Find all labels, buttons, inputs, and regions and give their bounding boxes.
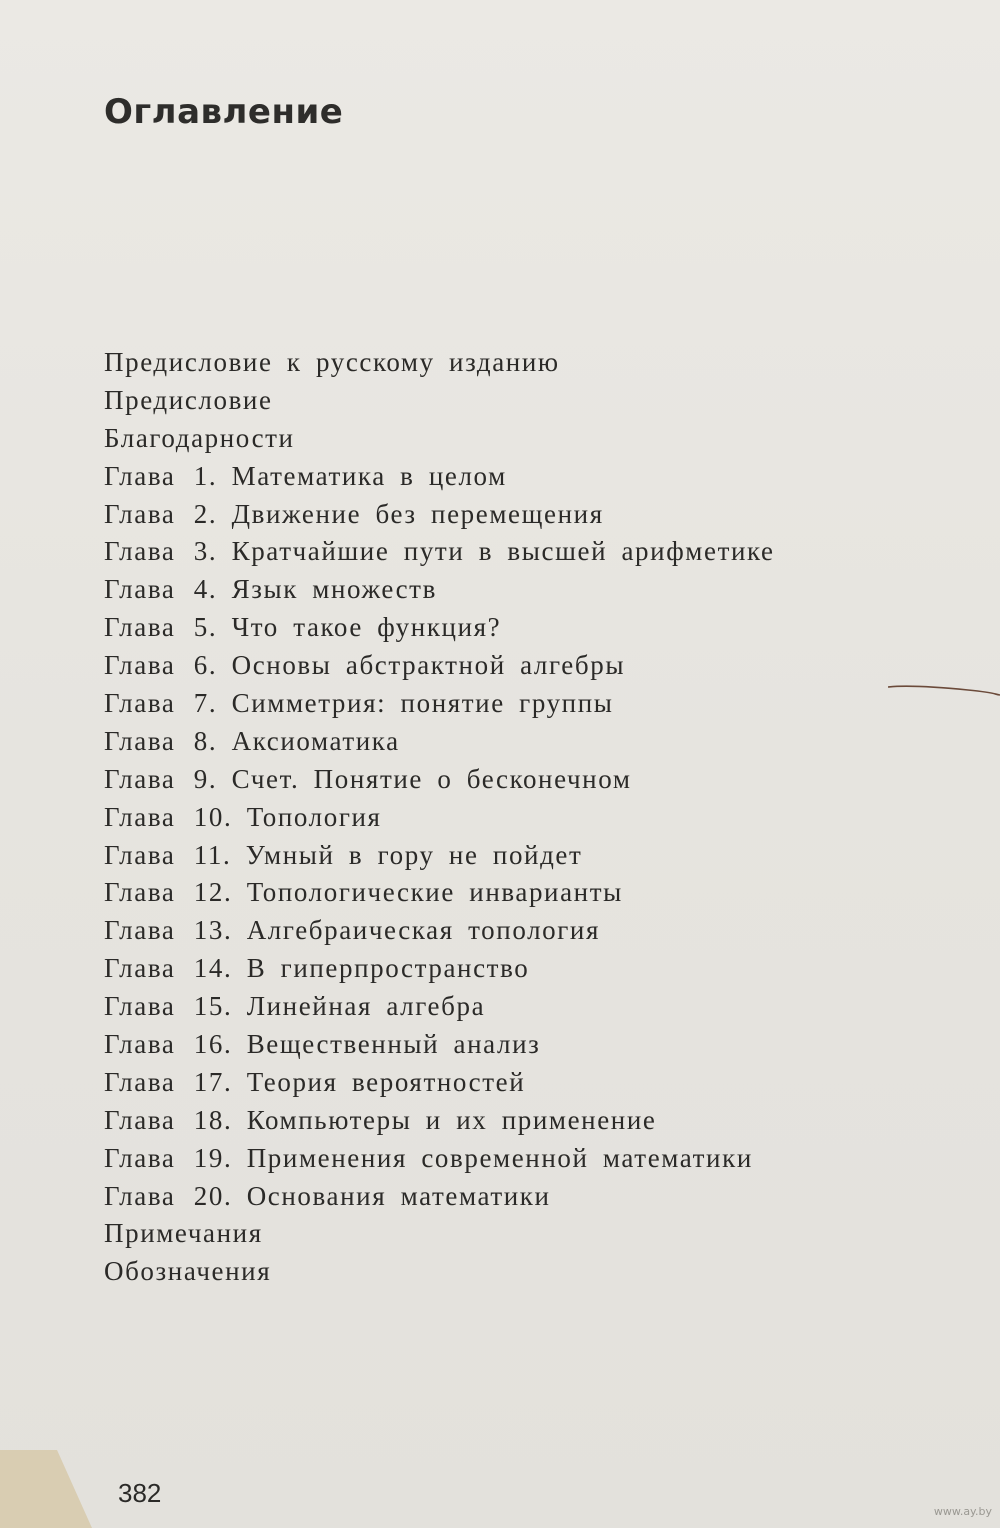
toc-entry [104, 344, 964, 382]
toc-entry [104, 874, 964, 912]
page-number: 382 [118, 1478, 162, 1508]
toc-entry [104, 761, 964, 799]
toc-chapter-number: 11. [193, 839, 232, 870]
toc-chapter-title: Линейная алгебра [246, 991, 486, 1022]
toc-chapter-number: 13. [193, 915, 233, 946]
toc-chapter-title: В гиперпространство [246, 953, 530, 984]
paper-scrap [0, 1450, 92, 1528]
toc-entry [104, 912, 964, 950]
toc-chapter-title: Применения современной математики [246, 1142, 753, 1173]
toc-chapter-title: Симметрия: понятие группы [231, 688, 614, 719]
watermark: www.ay.by [933, 1505, 992, 1518]
toc-entry-label: Глава [104, 612, 176, 643]
toc-entry-label: Глава [104, 1066, 176, 1097]
toc-entry-label: Глава [104, 991, 176, 1022]
toc-chapter-title: Вещественный анализ [246, 1029, 541, 1060]
toc-entry [104, 950, 964, 988]
toc-entry [104, 837, 964, 875]
toc-entry [104, 1102, 964, 1140]
toc-entry [104, 533, 964, 571]
toc-chapter-number: 8. [193, 725, 218, 756]
toc-entry [104, 1215, 964, 1253]
toc-entry-label: Глава [104, 1029, 176, 1060]
toc-chapter-number: 15. [193, 991, 233, 1022]
toc-chapter-title: Алгебраическая топология [246, 915, 600, 946]
page-title: Оглавление [104, 92, 344, 132]
toc-chapter-title: Кратчайшие пути в высшей арифметике [231, 536, 775, 567]
toc-chapter-number: 12. [193, 877, 233, 908]
toc-entry-label: Глава [104, 725, 176, 756]
toc-chapter-number: 14. [193, 953, 233, 984]
toc-chapter-number: 1. [193, 460, 218, 491]
toc-chapter-title: Движение без перемещения [231, 498, 604, 529]
toc-entry [104, 685, 964, 723]
toc-entry-label: Глава [104, 839, 176, 870]
toc-chapter-title: Основания математики [246, 1180, 551, 1211]
toc-entry [104, 609, 964, 647]
toc-entry [104, 1064, 964, 1102]
toc-chapter-number: 20. [193, 1180, 233, 1211]
toc-chapter-title: Счет. Понятие о бесконечном [231, 763, 632, 794]
toc-chapter-number: 5. [193, 612, 218, 643]
toc-entry-label: Глава [104, 574, 176, 605]
toc-chapter-title: Основы абстрактной алгебры [231, 650, 626, 681]
toc-entry-label: Обозначения [104, 1256, 272, 1287]
toc-entry [104, 420, 964, 458]
toc-entry [104, 799, 964, 837]
toc-entry-label: Глава [104, 1104, 176, 1135]
toc-entry-label: Глава [104, 650, 176, 681]
toc-entry-label: Предисловие [104, 384, 273, 415]
toc-chapter-title: Аксиоматика [231, 725, 400, 756]
paper-scratch-mark [888, 684, 1000, 696]
toc-chapter-title: Компьютеры и их применение [246, 1104, 657, 1135]
toc-entry-label: Глава [104, 953, 176, 984]
table-of-contents [104, 344, 964, 1291]
toc-entry [104, 723, 964, 761]
toc-chapter-title: Топология [246, 801, 382, 832]
toc-entry [104, 647, 964, 685]
toc-entry-label: Предисловие к русскому изданию [104, 347, 560, 377]
toc-chapter-title: Топологические инварианты [246, 877, 623, 908]
toc-entry-label: Глава [104, 498, 176, 529]
toc-chapter-title: Теория вероятностей [246, 1066, 526, 1097]
toc-chapter-number: 17. [193, 1066, 233, 1097]
toc-entry-label: Глава [104, 688, 176, 719]
toc-entry [104, 571, 964, 609]
toc-entry-label: Глава [104, 877, 176, 908]
toc-chapter-title: Язык множеств [231, 574, 437, 605]
toc-entry [104, 1026, 964, 1064]
toc-chapter-number: 10. [193, 801, 233, 832]
toc-entry-label: Глава [104, 763, 176, 794]
toc-entry [104, 1253, 964, 1291]
toc-entry [104, 1140, 964, 1178]
toc-entry-label: Благодарности [104, 422, 295, 453]
toc-entry-label: Глава [104, 536, 176, 567]
toc-entry-label: Глава [104, 915, 176, 946]
toc-chapter-number: 9. [193, 763, 218, 794]
toc-chapter-number: 7. [193, 688, 218, 719]
toc-entry-label: Глава [104, 1142, 176, 1173]
toc-chapter-title: Умный в гору не пойдет [245, 839, 583, 870]
toc-chapter-number: 16. [193, 1029, 233, 1060]
toc-entry-label: Глава [104, 460, 176, 491]
toc-chapter-number: 18. [193, 1104, 233, 1135]
toc-entry [104, 1178, 964, 1216]
toc-chapter-number: 2. [193, 498, 218, 529]
toc-entry-label: Глава [104, 801, 176, 832]
toc-chapter-number: 4. [193, 574, 218, 605]
toc-entry [104, 458, 964, 496]
toc-entry [104, 988, 964, 1026]
toc-chapter-title: Что такое функция? [231, 612, 502, 643]
toc-entry [104, 382, 964, 420]
toc-entry-label: Глава [104, 1180, 176, 1211]
toc-chapter-number: 6. [193, 650, 218, 681]
toc-entry-label: Примечания [104, 1218, 263, 1249]
toc-entry [104, 496, 964, 534]
toc-chapter-number: 19. [193, 1142, 233, 1173]
toc-chapter-title: Математика в целом [231, 460, 507, 491]
toc-chapter-number: 3. [193, 536, 218, 567]
